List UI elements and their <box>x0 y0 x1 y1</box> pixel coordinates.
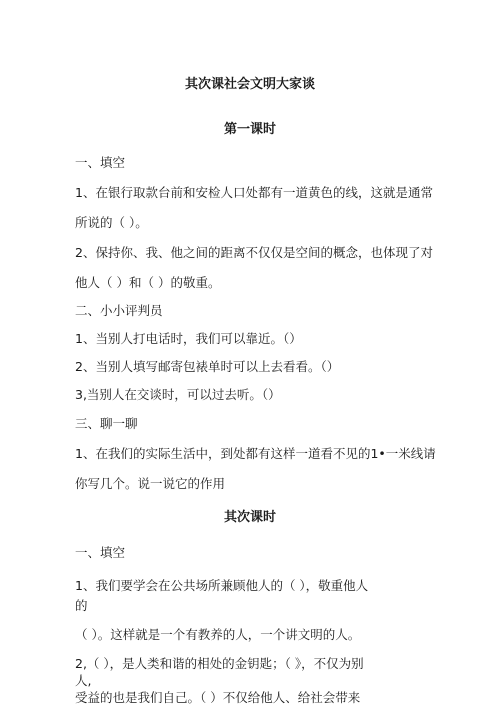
lesson1-section-discuss: 三、聊一聊 <box>75 416 138 431</box>
lesson2-question2-line1: 2,（ ），是人类和谐的相处的金钥匙；（ 》，不仅为别 <box>75 656 364 671</box>
lesson1-judge-item3: 3,当别人在交谈时，可以过去听。（） <box>75 387 281 402</box>
lesson1-judge-item2: 2、当别人填写邮寄包裱单时可以上去看看。（） <box>75 359 340 374</box>
lesson2-question2-line2: 人, <box>75 673 92 688</box>
lesson2-heading: 其次课时 <box>223 510 276 525</box>
lesson1-section-judge: 二、小小评判员 <box>75 303 163 318</box>
lesson1-discuss-line1: 1、在我们的实际生活中，到处都有这样一道看不见的1•一米线请 <box>75 446 436 461</box>
lesson1-question2-line2: 他人（ ）和（ ）的敬重。 <box>75 275 221 290</box>
lesson2-question2-line3: 受益的也是我们自己。（ ）不仅给他人、给社会带来 <box>75 690 361 705</box>
lesson1-discuss-line2: 你写几个。说一说它的作用 <box>75 476 226 491</box>
document-title: 其次课社会文明大家谈 <box>184 77 315 92</box>
lesson1-judge-item1: 1、当别人打电话时，我们可以靠近。（） <box>75 331 302 346</box>
lesson1-question2-line1: 2、保持你、我、他之间的距离不仅仅是空间的概念，也体现了对 <box>75 245 433 260</box>
lesson1-heading: 第一课时 <box>223 122 276 137</box>
lesson2-question1-line2: 的 <box>75 598 88 613</box>
lesson1-question1-line1: 1、在银行取款台前和安检人口处都有一道黄色的线，这就是通常 <box>75 185 433 200</box>
lesson2-question1-line3: （ ）。这样就是一个有教养的人，一个讲文明的人。 <box>75 627 361 642</box>
lesson2-question1-line1: 1、我们要学会在公共场所兼顾他人的（ ），敬重他人 <box>75 578 369 593</box>
lesson2-section-fill-blank: 一、填空 <box>75 545 126 560</box>
lesson1-question1-line2: 所说的（ ）。 <box>75 215 148 230</box>
lesson1-section-fill-blank: 一、填空 <box>75 155 126 170</box>
